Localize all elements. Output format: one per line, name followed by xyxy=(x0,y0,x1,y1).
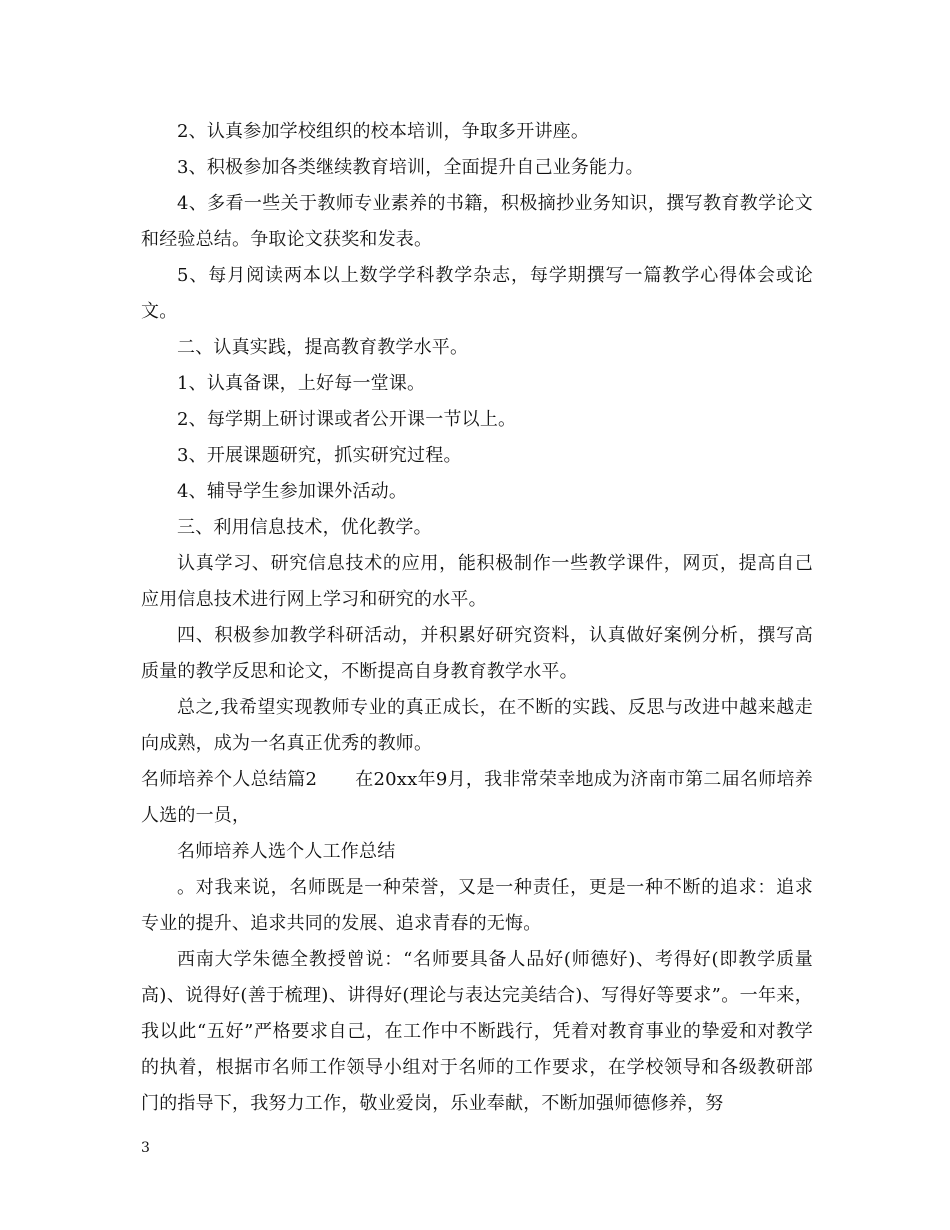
paragraph-7: 2、每学期上研讨课或者公开课一节以上。 xyxy=(177,409,517,430)
paragraph-9: 4、辅导学生参加课外活动。 xyxy=(177,481,408,502)
paragraph-11: 认真学习、研究信息技术的应用，能积极制作一些教学课件，网页，提高自己应用信息技术进行网上学习和研究的水平。 xyxy=(141,553,813,610)
paragraph-after-2: 西南大学朱德全教授曾说：“名师要具备人品好(师德好)、考得好(即教学质量高)、说得好(善于梳理)、讲得好(理论与表达完美结合)、写得好等要求”。一年来，我以此“五好”严格要求自己，在工作中不断践行，凭着对教育事业的挚爱和对教学的执着，根据市名师工作领导小组对于名师的工作要求，在学校领导和各级教研部门的指导下，我努力工作，敬业爱岗，乐业奉献，不断加强师德修养，努 xyxy=(141,949,813,1114)
paragraph-6: 1、认真备课，上好每一堂课。 xyxy=(177,373,426,394)
page-number: 3 xyxy=(141,1140,150,1156)
paragraph-1: 2、认真参加学校组织的校本培训，争取多开讲座。 xyxy=(177,121,590,142)
section-heading-paragraph xyxy=(141,762,813,834)
paragraph-5: 二、认真实践，提高教育教学水平。 xyxy=(177,337,469,358)
paragraph-8: 3、开展课题研究，抓实研究过程。 xyxy=(177,445,462,466)
document-body xyxy=(141,114,813,1122)
section-heading: 名师培养个人总结篇2 xyxy=(141,769,318,790)
paragraph-10: 三、利用信息技术，优化教学。 xyxy=(177,517,432,538)
paragraph-12: 四、积极参加教学科研活动，并积累好研究资料，认真做好案例分析，撰写高质量的教学反思和论文，不断提高自身教育教学水平。 xyxy=(141,625,813,682)
section-subheading: 名师培养人选个人工作总结 xyxy=(177,841,396,862)
paragraph-2: 3、积极参加各类继续教育培训，全面提升自己业务能力。 xyxy=(177,157,644,178)
section-intro: 在20xx年9月，我非常荣幸地成为济南市第二届名师培养人选的一员， xyxy=(141,769,814,826)
paragraph-13: 总之,我希望实现教师专业的真正成长，在不断的实践、反思与改进中越来越走向成熟，成为一名真正优秀的教师。 xyxy=(141,697,813,754)
paragraph-4: 5、每月阅读两本以上数学学科教学杂志，每学期撰写一篇教学心得体会或论文。 xyxy=(141,265,813,322)
paragraph-after-1: 。对我来说，名师既是一种荣誉，又是一种责任，更是一种不断的追求：追求专业的提升、追求共同的发展、追求青春的无悔。 xyxy=(141,877,813,934)
paragraph-3: 4、多看一些关于教师专业素养的书籍，积极摘抄业务知识，撰写教育教学论文和经验总结。争取论文获奖和发表。 xyxy=(141,193,813,250)
